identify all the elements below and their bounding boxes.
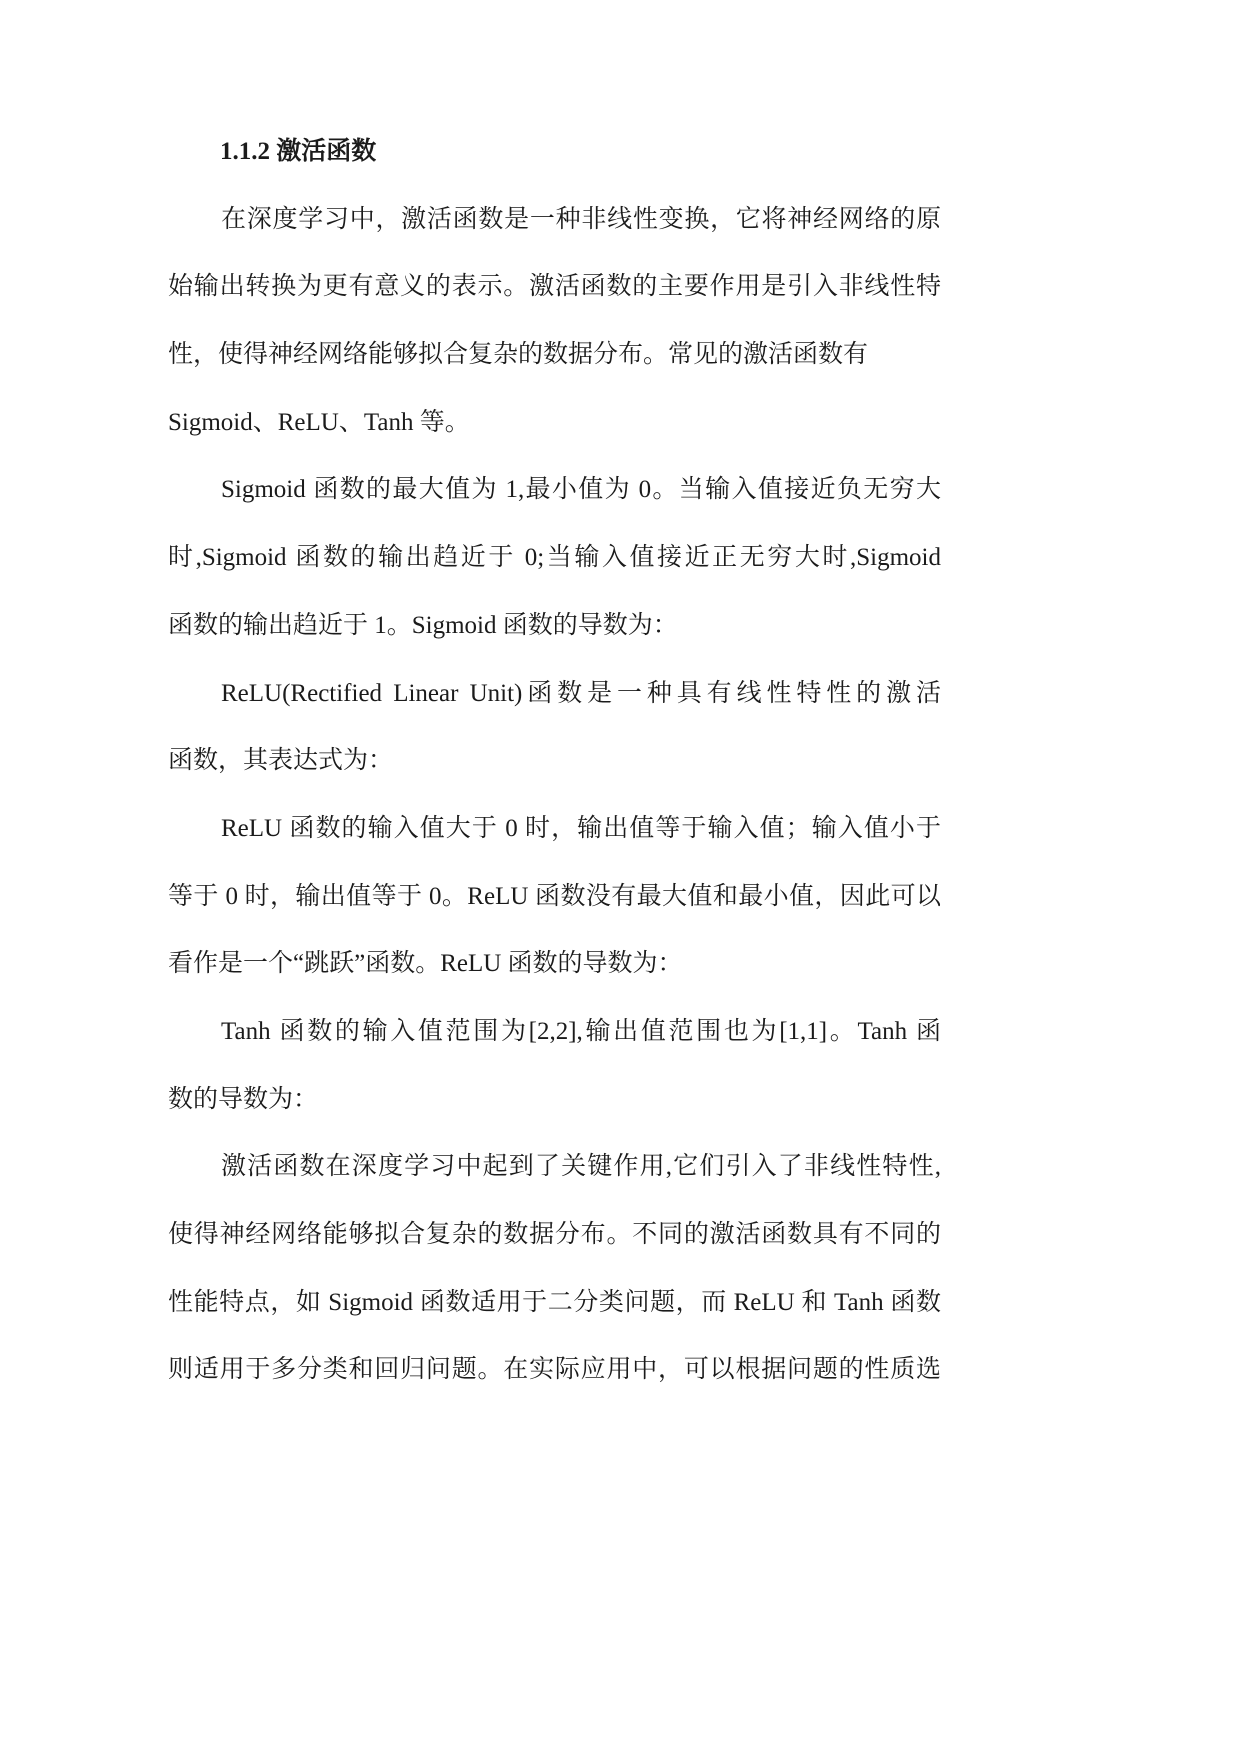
paragraph-line: ReLU 函数的输入值大于 0 时，输出值等于输入值；输入值小于 — [221, 814, 941, 842]
paragraph — [168, 186, 941, 457]
paragraph-line: 时,Sigmoid 函数的输出趋近于 0;当输入值接近正无穷大时,Sigmoid — [168, 544, 941, 572]
paragraph-line: 性能特点，如 Sigmoid 函数适用于二分类问题，而 ReLU 和 Tanh 函数 — [168, 1288, 941, 1316]
paragraph-line: 函数的输出趋近于 1。Sigmoid 函数的导数为： — [168, 611, 678, 639]
paragraph — [168, 456, 941, 659]
paragraph-line: 看作是一个“跳跃”函数。ReLU 函数的导数为： — [168, 950, 683, 978]
section-heading: 1.1.2 激活函数 — [220, 138, 377, 165]
paragraph-line: Sigmoid、ReLU、Tanh 等。 — [168, 408, 470, 436]
paragraph-line: 数的导数为： — [168, 1085, 319, 1113]
paragraph-line: 使得神经网络能够拟合复杂的数据分布。不同的激活函数具有不同的 — [168, 1221, 941, 1248]
paragraph-line: 激活函数在深度学习中起到了关键作用,它们引入了非线性特性, — [221, 1153, 941, 1181]
paragraph-line: 等于 0 时，输出值等于 0。ReLU 函数没有最大值和最小值，因此可以 — [168, 882, 941, 910]
paragraph-line: 则适用于多分类和回归问题。在实际应用中，可以根据问题的性质选 — [168, 1356, 941, 1384]
paragraph-line: Sigmoid 函数的最大值为 1,最小值为 0。当输入值接近负无穷大 — [221, 476, 941, 504]
paragraph — [168, 1133, 941, 1404]
paragraph — [168, 660, 941, 795]
paragraph-line: 性，使得神经网络能够拟合复杂的数据分布。常见的激活函数有 — [168, 341, 869, 369]
paragraph-line: 始输出转换为更有意义的表示。激活函数的主要作用是引入非线性特 — [168, 273, 941, 301]
paragraph-line: 在深度学习中，激活函数是一种非线性变换，它将神经网络的原 — [221, 205, 941, 233]
paragraph — [168, 795, 941, 998]
paragraph — [168, 998, 941, 1133]
paragraph-line: ReLU(Rectified Linear Unit)函数是一种具有线性特性的激活 — [221, 679, 941, 707]
paragraph-line: 函数，其表达式为： — [168, 747, 394, 775]
paragraph-line: Tanh 函数的输入值范围为[2,2],输出值范围也为[1,1]。Tanh 函 — [221, 1017, 941, 1045]
page-body — [168, 118, 941, 1404]
